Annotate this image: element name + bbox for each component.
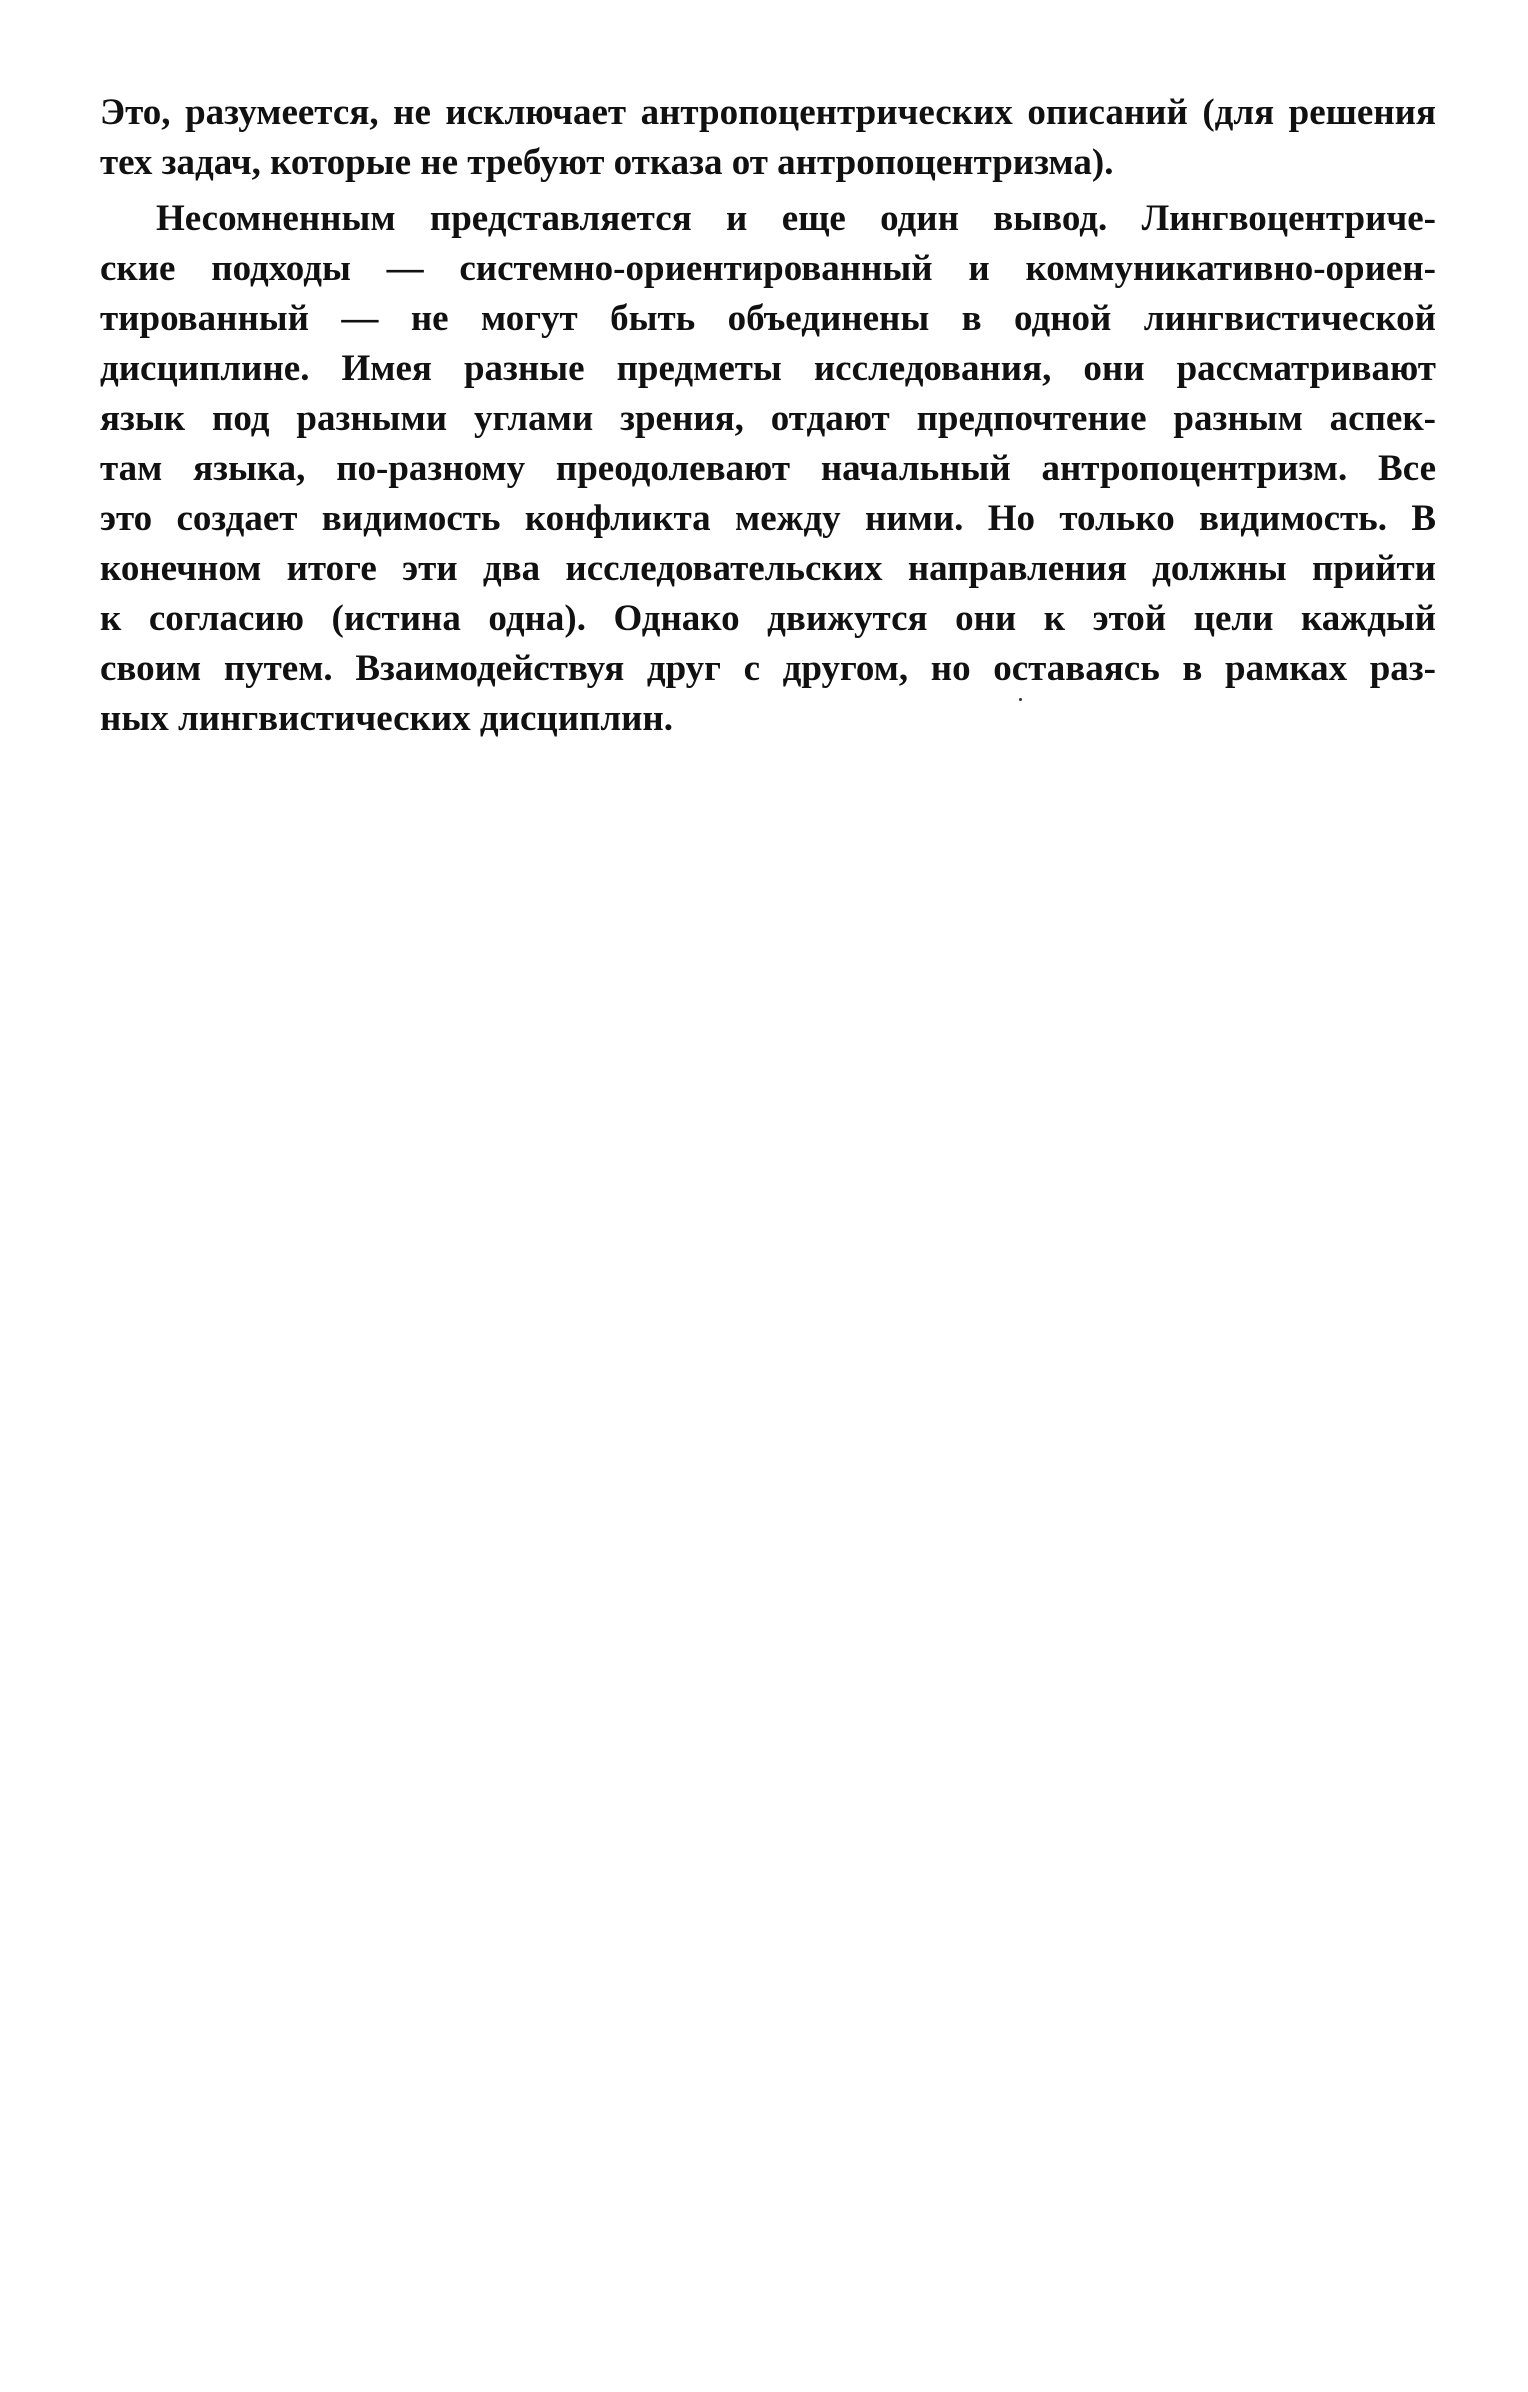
text-line: тированный — не могут быть объединены в одной лингвистической xyxy=(100,298,1436,339)
paragraph-2 xyxy=(100,194,1436,744)
paragraph-1 xyxy=(100,88,1436,188)
text-line: ские подходы — системно-ориентированный и коммуникативно-ориен- xyxy=(100,248,1436,289)
text-line: своим путем. Взаимодействуя друг с другом, но оставаясь в рамках раз- xyxy=(100,648,1436,689)
text-line: Несомненным представляется и еще один вывод. Лингвоцентриче- xyxy=(156,198,1436,239)
text-line: дисциплине. Имея разные предметы исследования, они рассматривают xyxy=(100,348,1436,389)
text-line: тех задач, которые не требуют отказа от антропоцентризма). xyxy=(100,142,1114,183)
text-line: ных лингвистических дисциплин. xyxy=(100,698,673,739)
text-line: конечном итоге эти два исследовательских направления должны прийти xyxy=(100,548,1436,589)
body-text xyxy=(100,88,1436,744)
text-line: язык под разными углами зрения, отдают предпочтение разным аспек- xyxy=(100,398,1436,439)
scan-speck xyxy=(1019,698,1022,701)
text-line: это создает видимость конфликта между ними. Но только видимость. В xyxy=(100,498,1436,539)
text-line: там языка, по-разному преодолевают начальный антропоцентризм. Все xyxy=(100,448,1436,489)
text-line: к согласию (истина одна). Однако движутся они к этой цели каждый xyxy=(100,598,1436,639)
text-line: Это, разумеется, не исключает антропоцентрических описаний (для решения xyxy=(100,92,1436,133)
